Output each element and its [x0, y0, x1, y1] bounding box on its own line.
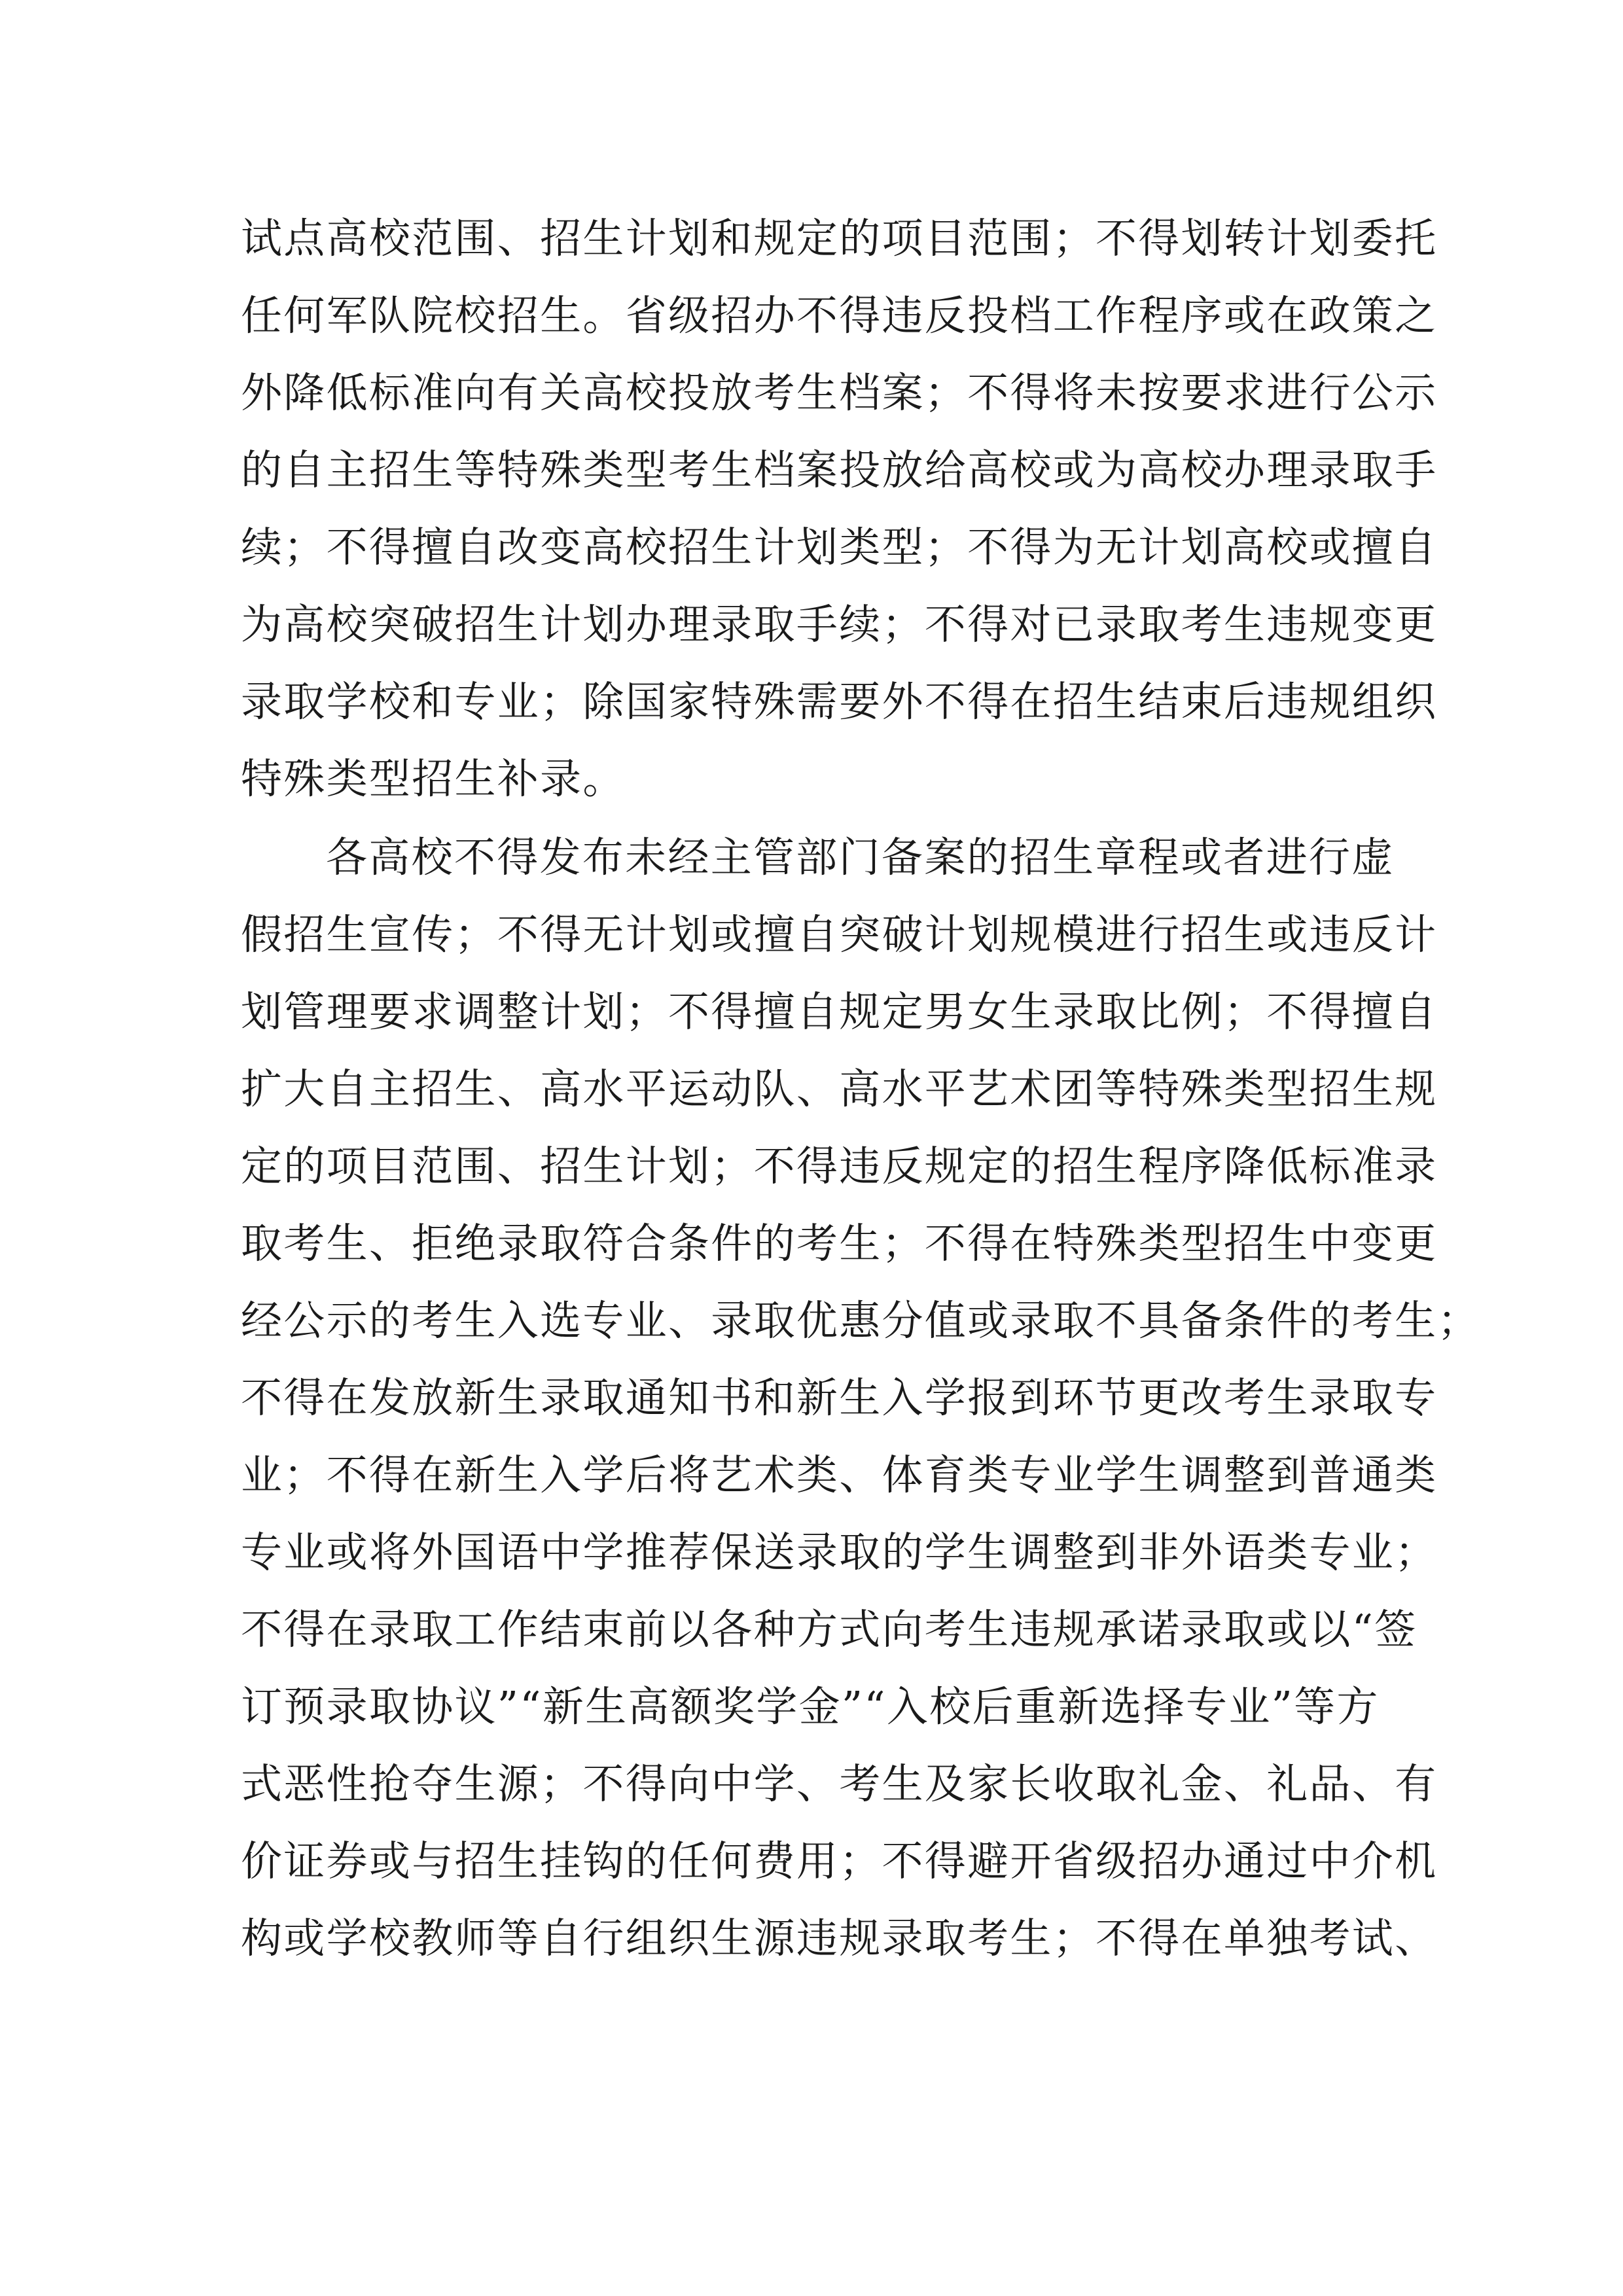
paragraph-2: [241, 819, 1480, 1977]
paragraph-line: 经公示的考生入选专业、录取优惠分值或录取不具备条件的考生；: [241, 1297, 1480, 1345]
paragraph-line: 划管理要求调整计划；不得擅自规定男女生录取比例；不得擅自: [241, 988, 1438, 1036]
paragraph-line: 不得在发放新生录取通知书和新生入学报到环节更改考生录取专: [241, 1374, 1438, 1422]
paragraph-line-indented: 各高校不得发布未经主管部门备案的招生章程或者进行虚: [326, 834, 1395, 881]
paragraph-line: 续；不得擅自改变高校招生计划类型；不得为无计划高校或擅自: [241, 523, 1438, 571]
paragraph-line: 式恶性抢夺生源；不得向中学、考生及家长收取礼金、礼品、有: [241, 1760, 1438, 1808]
paragraph-line: 外降低标准向有关高校投放考生档案；不得将未按要求进行公示: [241, 369, 1438, 417]
paragraph-line: 扩大自主招生、高水平运动队、高水平艺术团等特殊类型招生规: [241, 1065, 1438, 1113]
paragraph-line: 的自主招生等特殊类型考生档案投放给高校或为高校办理录取手: [241, 446, 1438, 494]
paragraph-line: 构或学校教师等自行组织生源违规录取考生；不得在单独考试、: [241, 1915, 1438, 1962]
paragraph-line: 录取学校和专业；除国家特殊需要外不得在招生结束后违规组织: [241, 678, 1438, 726]
paragraph-line: 业；不得在新生入学后将艺术类、体育类专业学生调整到普通类: [241, 1451, 1438, 1499]
paragraph-line: 特殊类型招生补录。: [241, 755, 626, 803]
paragraph-line: 为高校突破招生计划办理录取手续；不得对已录取考生违规变更: [241, 601, 1438, 648]
paragraph-line: 价证券或与招生挂钩的任何费用；不得避开省级招办通过中介机: [241, 1837, 1438, 1885]
paragraph-line: 订预录取协议”“新生高额奖学金”“入校后重新选择专业”等方: [241, 1683, 1380, 1731]
paragraph-line: 取考生、拒绝录取符合条件的考生；不得在特殊类型招生中变更: [241, 1220, 1438, 1267]
paragraph-line: 不得在录取工作结束前以各种方式向考生违规承诺录取或以“签: [241, 1606, 1418, 1653]
paragraph-line: 定的项目范围、招生计划；不得违反规定的招生程序降低标准录: [241, 1142, 1438, 1190]
paragraph-line: 专业或将外国语中学推荐保送录取的学生调整到非外语类专业；: [241, 1528, 1438, 1576]
paragraph-1: [241, 200, 1438, 818]
paragraph-line: 假招生宣传；不得无计划或擅自突破计划规模进行招生或违反计: [241, 911, 1438, 959]
paragraph-line: 任何军队院校招生。省级招办不得违反投档工作程序或在政策之: [241, 292, 1438, 340]
paragraph-line: 试点高校范围、招生计划和规定的项目范围；不得划转计划委托: [241, 215, 1438, 262]
